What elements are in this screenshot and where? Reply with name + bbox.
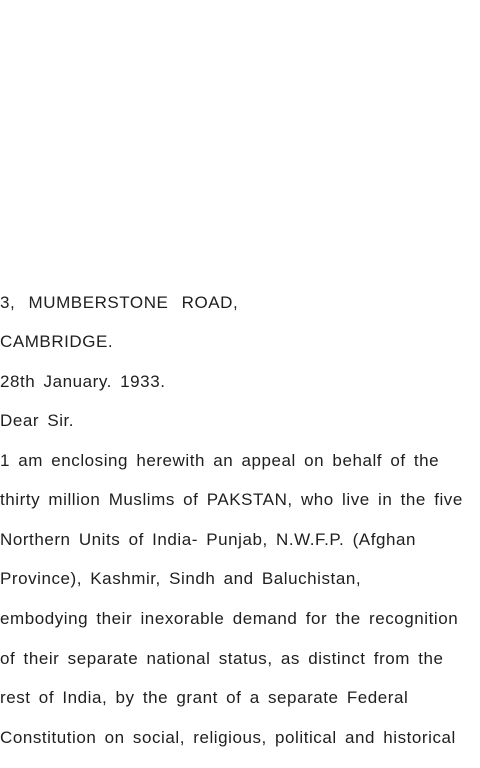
address-line-1: 3, MUMBERSTONE ROAD, [0, 293, 239, 312]
body-line-6: of their separate national status, as distinct from the [0, 649, 444, 668]
body-line-7: rest of India, by the grant of a separate Federal [0, 688, 409, 707]
body-line-1: 1 am enclosing herewith an appeal on behalf of the [0, 451, 440, 470]
address-line-2: CAMBRIDGE. [0, 332, 114, 351]
body-line-8: Constitution on social, religious, political and historical [0, 728, 456, 747]
salutation: Dear Sir. [0, 411, 75, 430]
body-line-5: embodying their inexorable demand for the recognition [0, 609, 459, 628]
body-line-4: Province), Kashmir, Sindh and Baluchistan, [0, 569, 362, 588]
body-line-2: thirty million Muslims of PAKSTAN, who live in the five [0, 490, 463, 509]
body-line-3: Northern Units of India- Punjab, N.W.F.P. (Afghan [0, 530, 416, 549]
letter-date: 28th January. 1933. [0, 372, 166, 391]
